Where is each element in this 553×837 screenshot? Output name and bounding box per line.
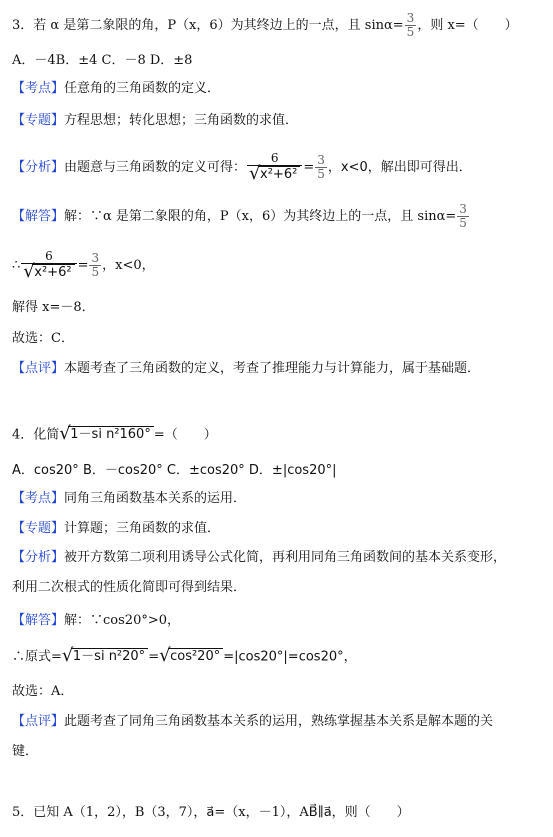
q4-dianping: 【点评】此题考查了同角三角函数基本关系的运用，熟练掌握基本关系是解本题的关 xyxy=(12,714,494,729)
jieda-tag: 【解答】 xyxy=(12,613,65,628)
q4-jieda: 【解答】解：∵cos20°>0， xyxy=(12,613,181,628)
zhuanti-tag: 【专题】 xyxy=(12,521,65,536)
q4-fenxi: 【分析】被开方数第二项利用诱导公式化简，再利用同角三角函数间的基本关系变形， xyxy=(12,550,507,565)
q3-stem xyxy=(12,12,547,39)
q4-stem: 4．化简 √ 1－si n²160° =（ ） xyxy=(12,423,217,444)
q3-stem-fraction: $\frac{3}{5}$ xyxy=(406,11,415,39)
q3-fenxi-fraction: 6 √ x²+6² xyxy=(247,152,302,183)
q3-options: A．－4B．±4 C．－8 D．±8 xyxy=(12,53,193,68)
fenxi-tag: 【分析】 xyxy=(12,160,65,175)
q3-jieda-fraction: $\frac{3}{5}$ xyxy=(459,202,467,230)
sqrt-sign: √ cos²20° xyxy=(159,648,223,666)
jieda-tag: 【解答】 xyxy=(12,209,65,224)
q3-answer: 故选：C． xyxy=(12,331,74,346)
q4-zhuanti: 【专题】计算题；三角函数的求值． xyxy=(12,521,221,536)
sqrt-sign: √ 1－si n²20° xyxy=(62,648,148,666)
q3-dianping: 【点评】本题考查了三角函数的定义，考查了推理能力与计算能力，属于基础题． xyxy=(12,361,481,376)
q3-fenxi: 【分析】由题意与三角函数的定义可得： 6 √ x²+6² = $\frac{3}{5}$ ，x<0，解出即可得出． xyxy=(12,151,472,184)
q3-solve: 解得 x=－8． xyxy=(12,300,95,315)
kaodian-tag: 【考点】 xyxy=(12,491,65,506)
q4-answer: 故选：A． xyxy=(12,684,74,699)
q3-stem-text-b: ，则 x=（ ） xyxy=(417,18,518,33)
q3-kaodian: 【考点】任意角的三角函数的定义． xyxy=(12,81,221,96)
q3-stem-text-a: 3．若 α 是第二象限的角，P（x，6）为其终边上的一点，且 sinα= xyxy=(12,18,404,33)
fenxi-tag: 【分析】 xyxy=(12,550,65,565)
q3-calc-line: ∴ 6 √ x²+6² = $\frac{3}{5}$ ，x<0， xyxy=(12,249,155,282)
q3-zhuanti: 【专题】方程思想；转化思想；三角函数的求值． xyxy=(12,113,299,128)
kaodian-tag: 【考点】 xyxy=(12,81,65,96)
q4-calc: ∴原式= √ 1－si n²20° = √ cos²20° =|cos20°|=cos20°， xyxy=(12,645,357,666)
q3-calc-fraction2: $\frac{3}{5}$ xyxy=(91,251,100,279)
q4-kaodian: 【考点】同角三角函数基本关系的运用． xyxy=(12,491,247,506)
q4-dianping-cont: 键． xyxy=(12,744,39,759)
dianping-tag: 【点评】 xyxy=(12,361,65,376)
zhuanti-tag: 【专题】 xyxy=(12,113,65,128)
sqrt-sign: √ 1－si n²160° xyxy=(59,426,154,444)
q4-options: A．cos20° B．－cos20° C．±cos20° D．±|cos20°| xyxy=(12,463,337,478)
sqrt-sign: √ x²+6² xyxy=(249,166,300,183)
sqrt-sign: √ x²+6² xyxy=(23,264,74,281)
q3-fenxi-fraction2: $\frac{3}{5}$ xyxy=(317,153,325,181)
q3-jieda: 【解答】解：∵α 是第二象限的角，P（x，6）为其终边上的一点，且 sinα= $\frac{3}{5}$ xyxy=(12,202,467,230)
q4-fenxi-cont: 利用二次根式的性质化简即可得到结果． xyxy=(12,580,247,595)
q5-stem: 5．已知 A（1，2），B（3，7），a⃗=（x，－1），AB⃗∥a⃗，则（ ） xyxy=(12,805,410,820)
q3-calc-fraction: 6 √ x²+6² xyxy=(21,250,76,281)
dianping-tag: 【点评】 xyxy=(12,714,65,729)
